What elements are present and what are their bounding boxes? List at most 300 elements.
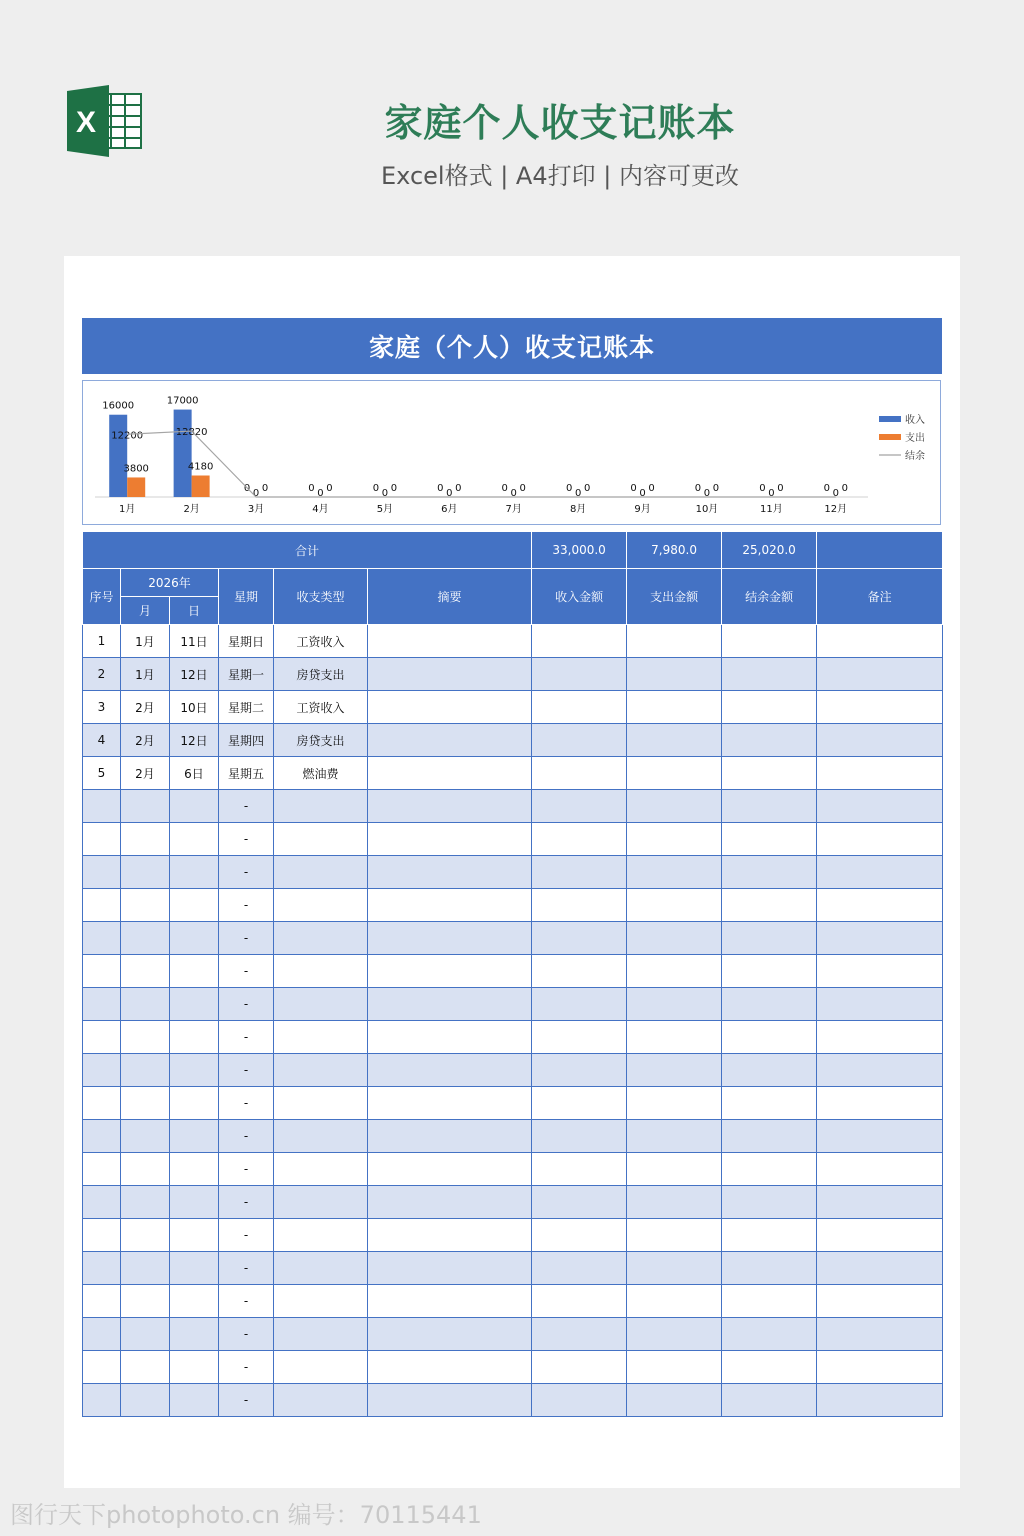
cell-summary[interactable] bbox=[368, 1285, 532, 1318]
ledger-table bbox=[82, 531, 943, 1417]
x-tick-label: 10月 bbox=[695, 504, 719, 515]
cell-note[interactable] bbox=[817, 1351, 943, 1384]
cell-weekday[interactable]: - bbox=[219, 1120, 274, 1153]
cell-seq[interactable] bbox=[83, 1021, 121, 1054]
cell-month[interactable] bbox=[121, 1021, 170, 1054]
cell-summary[interactable] bbox=[368, 790, 532, 823]
balance-data-label: 0 bbox=[510, 488, 517, 499]
cell-note[interactable] bbox=[817, 691, 943, 724]
income-data-label: 0 bbox=[565, 483, 573, 494]
cell-type[interactable] bbox=[274, 1351, 368, 1384]
cell-income[interactable] bbox=[532, 988, 627, 1021]
table-row bbox=[83, 955, 943, 988]
cell-weekday[interactable]: - bbox=[219, 1384, 274, 1417]
cell-summary[interactable] bbox=[368, 1153, 532, 1186]
cell-type[interactable]: 房贷支出 bbox=[274, 724, 368, 757]
expense-data-label: 0 bbox=[648, 483, 655, 494]
cell-day[interactable]: 10日 bbox=[170, 691, 219, 724]
cell-summary[interactable] bbox=[368, 724, 532, 757]
cell-balance[interactable] bbox=[722, 1021, 817, 1054]
cell-weekday[interactable]: - bbox=[219, 1021, 274, 1054]
cell-summary[interactable] bbox=[368, 1219, 532, 1252]
header-day: 日 bbox=[170, 597, 219, 625]
cell-weekday[interactable]: 星期一 bbox=[219, 658, 274, 691]
cell-summary[interactable] bbox=[368, 691, 532, 724]
cell-income[interactable] bbox=[532, 724, 627, 757]
total-note bbox=[817, 532, 943, 569]
cell-summary[interactable] bbox=[368, 889, 532, 922]
cell-month[interactable] bbox=[121, 1153, 170, 1186]
cell-summary[interactable] bbox=[368, 1318, 532, 1351]
cell-note[interactable] bbox=[817, 889, 943, 922]
expense-bar bbox=[127, 477, 145, 497]
cell-balance[interactable] bbox=[722, 856, 817, 889]
cell-summary[interactable] bbox=[368, 1120, 532, 1153]
cell-day[interactable] bbox=[170, 823, 219, 856]
cell-seq[interactable] bbox=[83, 823, 121, 856]
cell-seq[interactable] bbox=[83, 1120, 121, 1153]
cell-day[interactable] bbox=[170, 1252, 219, 1285]
cell-note[interactable] bbox=[817, 724, 943, 757]
cell-income[interactable] bbox=[532, 922, 627, 955]
cell-day[interactable] bbox=[170, 1087, 219, 1120]
income-data-label: 16000 bbox=[102, 400, 135, 412]
cell-income[interactable] bbox=[532, 790, 627, 823]
cell-expense[interactable] bbox=[627, 757, 722, 790]
cell-month[interactable] bbox=[121, 922, 170, 955]
cell-note[interactable] bbox=[817, 1153, 943, 1186]
cell-balance[interactable] bbox=[722, 1351, 817, 1384]
expense-data-label: 0 bbox=[390, 483, 398, 494]
cell-type[interactable] bbox=[274, 1285, 368, 1318]
cell-day[interactable] bbox=[170, 1285, 219, 1318]
cell-summary[interactable] bbox=[368, 1252, 532, 1285]
cell-type[interactable] bbox=[274, 1120, 368, 1153]
cell-weekday[interactable]: - bbox=[219, 1252, 274, 1285]
cell-type[interactable] bbox=[274, 922, 368, 955]
cell-type[interactable] bbox=[274, 889, 368, 922]
table-row bbox=[83, 922, 943, 955]
cell-expense[interactable] bbox=[627, 1054, 722, 1087]
balance-data-label: 12820 bbox=[175, 427, 208, 439]
cell-income[interactable] bbox=[532, 1153, 627, 1186]
cell-balance[interactable] bbox=[722, 1318, 817, 1351]
cell-month[interactable] bbox=[121, 1087, 170, 1120]
cell-seq[interactable] bbox=[83, 922, 121, 955]
cell-month[interactable] bbox=[121, 1351, 170, 1384]
cell-weekday[interactable]: 星期日 bbox=[219, 625, 274, 658]
cell-day[interactable]: 12日 bbox=[170, 724, 219, 757]
cell-balance[interactable] bbox=[722, 1153, 817, 1186]
cell-income[interactable] bbox=[532, 1351, 627, 1384]
cell-type[interactable] bbox=[274, 856, 368, 889]
x-tick-label: 1月 bbox=[119, 504, 136, 515]
cell-summary[interactable] bbox=[368, 1054, 532, 1087]
cell-balance[interactable] bbox=[722, 1054, 817, 1087]
cell-type[interactable] bbox=[274, 1087, 368, 1120]
income-data-label: 0 bbox=[759, 483, 766, 494]
cell-seq[interactable] bbox=[83, 889, 121, 922]
header-year: 2026年 bbox=[121, 569, 219, 597]
legend-income-label: 收入 bbox=[905, 415, 925, 426]
cell-note[interactable] bbox=[817, 823, 943, 856]
cell-weekday[interactable]: - bbox=[219, 889, 274, 922]
cell-note[interactable] bbox=[817, 1021, 943, 1054]
table-row bbox=[83, 1087, 943, 1120]
cell-seq[interactable] bbox=[83, 1252, 121, 1285]
cell-month[interactable] bbox=[121, 1120, 170, 1153]
table-row bbox=[83, 1120, 943, 1153]
cell-summary[interactable] bbox=[368, 1384, 532, 1417]
cell-type[interactable]: 房贷支出 bbox=[274, 658, 368, 691]
cell-expense[interactable] bbox=[627, 625, 722, 658]
cell-month[interactable]: 2月 bbox=[121, 757, 170, 790]
cell-day[interactable] bbox=[170, 1120, 219, 1153]
cell-expense[interactable] bbox=[627, 856, 722, 889]
income-data-label: 17000 bbox=[166, 395, 199, 407]
cell-weekday[interactable]: - bbox=[219, 988, 274, 1021]
cell-day[interactable] bbox=[170, 922, 219, 955]
cell-expense[interactable] bbox=[627, 922, 722, 955]
cell-weekday[interactable]: - bbox=[219, 1351, 274, 1384]
cell-summary[interactable] bbox=[368, 1186, 532, 1219]
cell-seq[interactable]: 5 bbox=[83, 757, 121, 790]
cell-note[interactable] bbox=[817, 856, 943, 889]
cell-type[interactable]: 工资收入 bbox=[274, 625, 368, 658]
cell-expense[interactable] bbox=[627, 658, 722, 691]
cell-balance[interactable] bbox=[722, 790, 817, 823]
cell-note[interactable] bbox=[817, 955, 943, 988]
cell-day[interactable] bbox=[170, 988, 219, 1021]
cell-summary[interactable] bbox=[368, 922, 532, 955]
sheet-title: 家庭（个人）收支记账本 bbox=[82, 318, 942, 374]
cell-summary[interactable] bbox=[368, 988, 532, 1021]
legend-balance-label: 结余 bbox=[905, 451, 925, 462]
cell-balance[interactable] bbox=[722, 1186, 817, 1219]
cell-day[interactable] bbox=[170, 1054, 219, 1087]
cell-type[interactable] bbox=[274, 790, 368, 823]
total-row bbox=[83, 532, 943, 569]
cell-income[interactable] bbox=[532, 955, 627, 988]
header-weekday: 星期 bbox=[219, 569, 274, 625]
cell-balance[interactable] bbox=[722, 1219, 817, 1252]
x-tick-label: 5月 bbox=[376, 504, 394, 515]
table-row bbox=[83, 1186, 943, 1219]
cell-weekday[interactable]: - bbox=[219, 1285, 274, 1318]
cell-note[interactable] bbox=[817, 1087, 943, 1120]
cell-type[interactable] bbox=[274, 955, 368, 988]
cell-note[interactable] bbox=[817, 1120, 943, 1153]
cell-summary[interactable] bbox=[368, 658, 532, 691]
cell-income[interactable] bbox=[532, 625, 627, 658]
cell-balance[interactable] bbox=[722, 658, 817, 691]
cell-expense[interactable] bbox=[627, 1120, 722, 1153]
cell-expense[interactable] bbox=[627, 1153, 722, 1186]
cell-balance[interactable] bbox=[722, 1384, 817, 1417]
cell-balance[interactable] bbox=[722, 724, 817, 757]
cell-expense[interactable] bbox=[627, 1021, 722, 1054]
cell-summary[interactable] bbox=[368, 1021, 532, 1054]
cell-day[interactable] bbox=[170, 1021, 219, 1054]
sheet-page bbox=[64, 256, 960, 1488]
cell-seq[interactable]: 4 bbox=[83, 724, 121, 757]
cell-weekday[interactable]: - bbox=[219, 1087, 274, 1120]
cell-month[interactable]: 1月 bbox=[121, 625, 170, 658]
cell-balance[interactable] bbox=[722, 922, 817, 955]
cell-seq[interactable]: 3 bbox=[83, 691, 121, 724]
cell-weekday[interactable]: - bbox=[219, 955, 274, 988]
cell-seq[interactable] bbox=[83, 1087, 121, 1120]
x-tick-label: 12月 bbox=[824, 504, 848, 515]
cell-weekday[interactable]: - bbox=[219, 1318, 274, 1351]
cell-note[interactable] bbox=[817, 1186, 943, 1219]
cell-day[interactable] bbox=[170, 856, 219, 889]
balance-data-label: 0 bbox=[639, 488, 646, 499]
cell-weekday[interactable]: 星期四 bbox=[219, 724, 274, 757]
x-tick-label: 2月 bbox=[183, 504, 200, 515]
cell-income[interactable] bbox=[532, 889, 627, 922]
cell-expense[interactable] bbox=[627, 1219, 722, 1252]
cell-day[interactable] bbox=[170, 1318, 219, 1351]
cell-summary[interactable] bbox=[368, 1351, 532, 1384]
cell-summary[interactable] bbox=[368, 856, 532, 889]
expense-data-label: 0 bbox=[261, 483, 269, 494]
cell-income[interactable] bbox=[532, 1021, 627, 1054]
cell-seq[interactable] bbox=[83, 1186, 121, 1219]
cell-month[interactable]: 1月 bbox=[121, 658, 170, 691]
cell-note[interactable] bbox=[817, 1219, 943, 1252]
header-income: 收入金额 bbox=[532, 569, 627, 625]
cell-type[interactable] bbox=[274, 823, 368, 856]
balance-data-label: 0 bbox=[832, 488, 839, 499]
cell-weekday[interactable]: 星期二 bbox=[219, 691, 274, 724]
cell-note[interactable] bbox=[817, 625, 943, 658]
cell-seq[interactable] bbox=[83, 1351, 121, 1384]
table-row bbox=[83, 1351, 943, 1384]
total-label: 合计 bbox=[83, 532, 532, 569]
header-balance: 结余金额 bbox=[722, 569, 817, 625]
cell-day[interactable] bbox=[170, 1351, 219, 1384]
cell-note[interactable] bbox=[817, 658, 943, 691]
cell-weekday[interactable]: - bbox=[219, 856, 274, 889]
cell-expense[interactable] bbox=[627, 1087, 722, 1120]
cell-day[interactable] bbox=[170, 1384, 219, 1417]
cell-weekday[interactable]: - bbox=[219, 1219, 274, 1252]
cell-income[interactable] bbox=[532, 1285, 627, 1318]
cell-note[interactable] bbox=[817, 922, 943, 955]
expense-bar bbox=[192, 476, 210, 497]
cell-expense[interactable] bbox=[627, 988, 722, 1021]
cell-income[interactable] bbox=[532, 691, 627, 724]
cell-balance[interactable] bbox=[722, 988, 817, 1021]
table-row bbox=[83, 724, 943, 757]
cell-income[interactable] bbox=[532, 1384, 627, 1417]
cell-month[interactable] bbox=[121, 889, 170, 922]
cell-income[interactable] bbox=[532, 1186, 627, 1219]
balance-data-label: 0 bbox=[574, 488, 582, 499]
cell-income[interactable] bbox=[532, 757, 627, 790]
cell-day[interactable]: 12日 bbox=[170, 658, 219, 691]
cell-month[interactable] bbox=[121, 1318, 170, 1351]
cell-type[interactable] bbox=[274, 1318, 368, 1351]
cell-expense[interactable] bbox=[627, 691, 722, 724]
cell-balance[interactable] bbox=[722, 1120, 817, 1153]
cell-day[interactable] bbox=[170, 790, 219, 823]
cell-type[interactable] bbox=[274, 1054, 368, 1087]
cell-note[interactable] bbox=[817, 988, 943, 1021]
cell-day[interactable] bbox=[170, 889, 219, 922]
cell-seq[interactable] bbox=[83, 790, 121, 823]
cell-note[interactable] bbox=[817, 1384, 943, 1417]
cell-weekday[interactable]: - bbox=[219, 823, 274, 856]
cell-seq[interactable] bbox=[83, 856, 121, 889]
cell-day[interactable]: 6日 bbox=[170, 757, 219, 790]
cell-expense[interactable] bbox=[627, 889, 722, 922]
cell-expense[interactable] bbox=[627, 1318, 722, 1351]
cell-weekday[interactable]: - bbox=[219, 1054, 274, 1087]
cell-seq[interactable] bbox=[83, 1285, 121, 1318]
cell-balance[interactable] bbox=[722, 823, 817, 856]
cell-seq[interactable] bbox=[83, 1384, 121, 1417]
legend-income-swatch bbox=[879, 416, 901, 422]
cell-note[interactable] bbox=[817, 1318, 943, 1351]
cell-month[interactable] bbox=[121, 1384, 170, 1417]
cell-income[interactable] bbox=[532, 1054, 627, 1087]
cell-type[interactable]: 工资收入 bbox=[274, 691, 368, 724]
table-row bbox=[83, 1318, 943, 1351]
cell-summary[interactable] bbox=[368, 823, 532, 856]
header-type: 收支类型 bbox=[274, 569, 368, 625]
header-seq: 序号 bbox=[83, 569, 121, 625]
cell-note[interactable] bbox=[817, 790, 943, 823]
cell-summary[interactable] bbox=[368, 757, 532, 790]
cell-income[interactable] bbox=[532, 1120, 627, 1153]
cell-expense[interactable] bbox=[627, 823, 722, 856]
page-title: 家庭个人收支记账本 bbox=[384, 101, 736, 145]
cell-day[interactable] bbox=[170, 955, 219, 988]
cell-month[interactable] bbox=[121, 1285, 170, 1318]
cell-month[interactable] bbox=[121, 856, 170, 889]
table-row bbox=[83, 988, 943, 1021]
cell-income[interactable] bbox=[532, 1087, 627, 1120]
income-data-label: 0 bbox=[372, 483, 380, 494]
x-tick-label: 3月 bbox=[247, 504, 265, 515]
cell-seq[interactable] bbox=[83, 1318, 121, 1351]
cell-seq[interactable]: 1 bbox=[83, 625, 121, 658]
balance-data-label: 0 bbox=[768, 488, 775, 499]
cell-seq[interactable] bbox=[83, 955, 121, 988]
expense-data-label: 0 bbox=[519, 483, 526, 494]
cell-seq[interactable] bbox=[83, 988, 121, 1021]
cell-income[interactable] bbox=[532, 856, 627, 889]
cell-seq[interactable] bbox=[83, 1219, 121, 1252]
cell-type[interactable] bbox=[274, 1021, 368, 1054]
cell-day[interactable] bbox=[170, 1186, 219, 1219]
cell-type[interactable] bbox=[274, 1252, 368, 1285]
cell-expense[interactable] bbox=[627, 1186, 722, 1219]
cell-type[interactable] bbox=[274, 1153, 368, 1186]
cell-weekday[interactable]: - bbox=[219, 790, 274, 823]
cell-summary[interactable] bbox=[368, 1087, 532, 1120]
cell-balance[interactable] bbox=[722, 757, 817, 790]
cell-income[interactable] bbox=[532, 1318, 627, 1351]
cell-type[interactable]: 燃油费 bbox=[274, 757, 368, 790]
cell-balance[interactable] bbox=[722, 691, 817, 724]
cell-type[interactable] bbox=[274, 988, 368, 1021]
balance-data-label: 0 bbox=[317, 488, 324, 499]
income-data-label: 0 bbox=[694, 483, 702, 494]
cell-seq[interactable] bbox=[83, 1153, 121, 1186]
cell-weekday[interactable]: - bbox=[219, 922, 274, 955]
cell-weekday[interactable]: - bbox=[219, 1153, 274, 1186]
cell-month[interactable] bbox=[121, 823, 170, 856]
ledger-table-wrap bbox=[82, 531, 942, 1417]
cell-balance[interactable] bbox=[722, 625, 817, 658]
cell-income[interactable] bbox=[532, 823, 627, 856]
cell-note[interactable] bbox=[817, 1285, 943, 1318]
cell-balance[interactable] bbox=[722, 1252, 817, 1285]
cell-expense[interactable] bbox=[627, 955, 722, 988]
cell-income[interactable] bbox=[532, 1252, 627, 1285]
chart-canvas bbox=[83, 381, 940, 524]
cell-month[interactable]: 2月 bbox=[121, 724, 170, 757]
cell-type[interactable] bbox=[274, 1384, 368, 1417]
cell-balance[interactable] bbox=[722, 1087, 817, 1120]
cell-balance[interactable] bbox=[722, 955, 817, 988]
cell-income[interactable] bbox=[532, 658, 627, 691]
table-row bbox=[83, 658, 943, 691]
cell-summary[interactable] bbox=[368, 955, 532, 988]
cell-expense[interactable] bbox=[627, 1351, 722, 1384]
income-data-label: 0 bbox=[823, 483, 830, 494]
cell-expense[interactable] bbox=[627, 724, 722, 757]
cell-month[interactable] bbox=[121, 988, 170, 1021]
cell-expense[interactable] bbox=[627, 1384, 722, 1417]
cell-income[interactable] bbox=[532, 1219, 627, 1252]
cell-seq[interactable]: 2 bbox=[83, 658, 121, 691]
cell-summary[interactable] bbox=[368, 625, 532, 658]
header-note: 备注 bbox=[817, 569, 943, 625]
cell-month[interactable] bbox=[121, 1054, 170, 1087]
cell-month[interactable] bbox=[121, 790, 170, 823]
cell-expense[interactable] bbox=[627, 1285, 722, 1318]
cell-month[interactable] bbox=[121, 1252, 170, 1285]
cell-day[interactable] bbox=[170, 1153, 219, 1186]
cell-weekday[interactable]: 星期五 bbox=[219, 757, 274, 790]
cell-expense[interactable] bbox=[627, 790, 722, 823]
cell-balance[interactable] bbox=[722, 889, 817, 922]
table-row bbox=[83, 1219, 943, 1252]
cell-type[interactable] bbox=[274, 1186, 368, 1219]
cell-seq[interactable] bbox=[83, 1054, 121, 1087]
cell-day[interactable]: 11日 bbox=[170, 625, 219, 658]
balance-data-label: 12200 bbox=[111, 430, 144, 442]
cell-type[interactable] bbox=[274, 1219, 368, 1252]
cell-weekday[interactable]: - bbox=[219, 1186, 274, 1219]
table-row bbox=[83, 1054, 943, 1087]
cell-note[interactable] bbox=[817, 757, 943, 790]
cell-note[interactable] bbox=[817, 1252, 943, 1285]
cell-balance[interactable] bbox=[722, 1285, 817, 1318]
cell-note[interactable] bbox=[817, 1054, 943, 1087]
header-row-1 bbox=[83, 569, 943, 597]
cell-expense[interactable] bbox=[627, 1252, 722, 1285]
cell-month[interactable] bbox=[121, 1186, 170, 1219]
cell-month[interactable] bbox=[121, 955, 170, 988]
cell-month[interactable]: 2月 bbox=[121, 691, 170, 724]
cell-day[interactable] bbox=[170, 1219, 219, 1252]
cell-month[interactable] bbox=[121, 1219, 170, 1252]
